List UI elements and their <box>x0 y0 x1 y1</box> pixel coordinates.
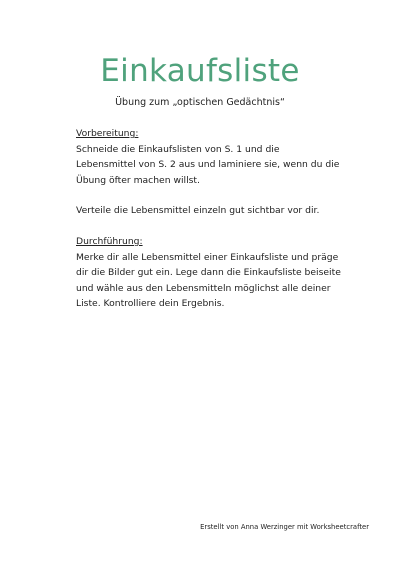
preparation-line: Übung öfter machen willst. <box>76 174 200 186</box>
execution-heading: Durchführung: <box>76 236 143 247</box>
preparation-heading: Vorbereitung: <box>76 128 139 139</box>
footer-credit: Erstellt von Anna Werzinger mit Worksheetcrafter <box>200 523 369 531</box>
execution-line: Merke dir alle Lebensmittel einer Einkaufsliste und präge <box>76 251 339 263</box>
execution-line: dir die Bilder gut ein. Lege dann die Einkaufsliste beiseite <box>76 267 341 278</box>
preparation-section <box>76 126 346 188</box>
execution-line: und wähle aus den Lebensmitteln möglichst alle deiner <box>76 282 331 294</box>
page-subtitle: Übung zum „optischen Gedächtnis“ <box>115 97 285 108</box>
execution-line: Liste. Kontrolliere dein Ergebnis. <box>76 298 225 309</box>
distribution-text: Verteile die Lebensmittel einzeln gut sichtbar vor dir. <box>76 205 320 216</box>
preparation-line: Schneide die Einkaufslisten von S. 1 und die <box>76 143 280 155</box>
preparation-line: Lebensmittel von S. 2 aus und laminiere sie, wenn du die <box>76 159 340 170</box>
page-title: Einkaufsliste <box>100 53 300 89</box>
execution-section <box>76 234 346 312</box>
distribution-section <box>76 203 346 219</box>
